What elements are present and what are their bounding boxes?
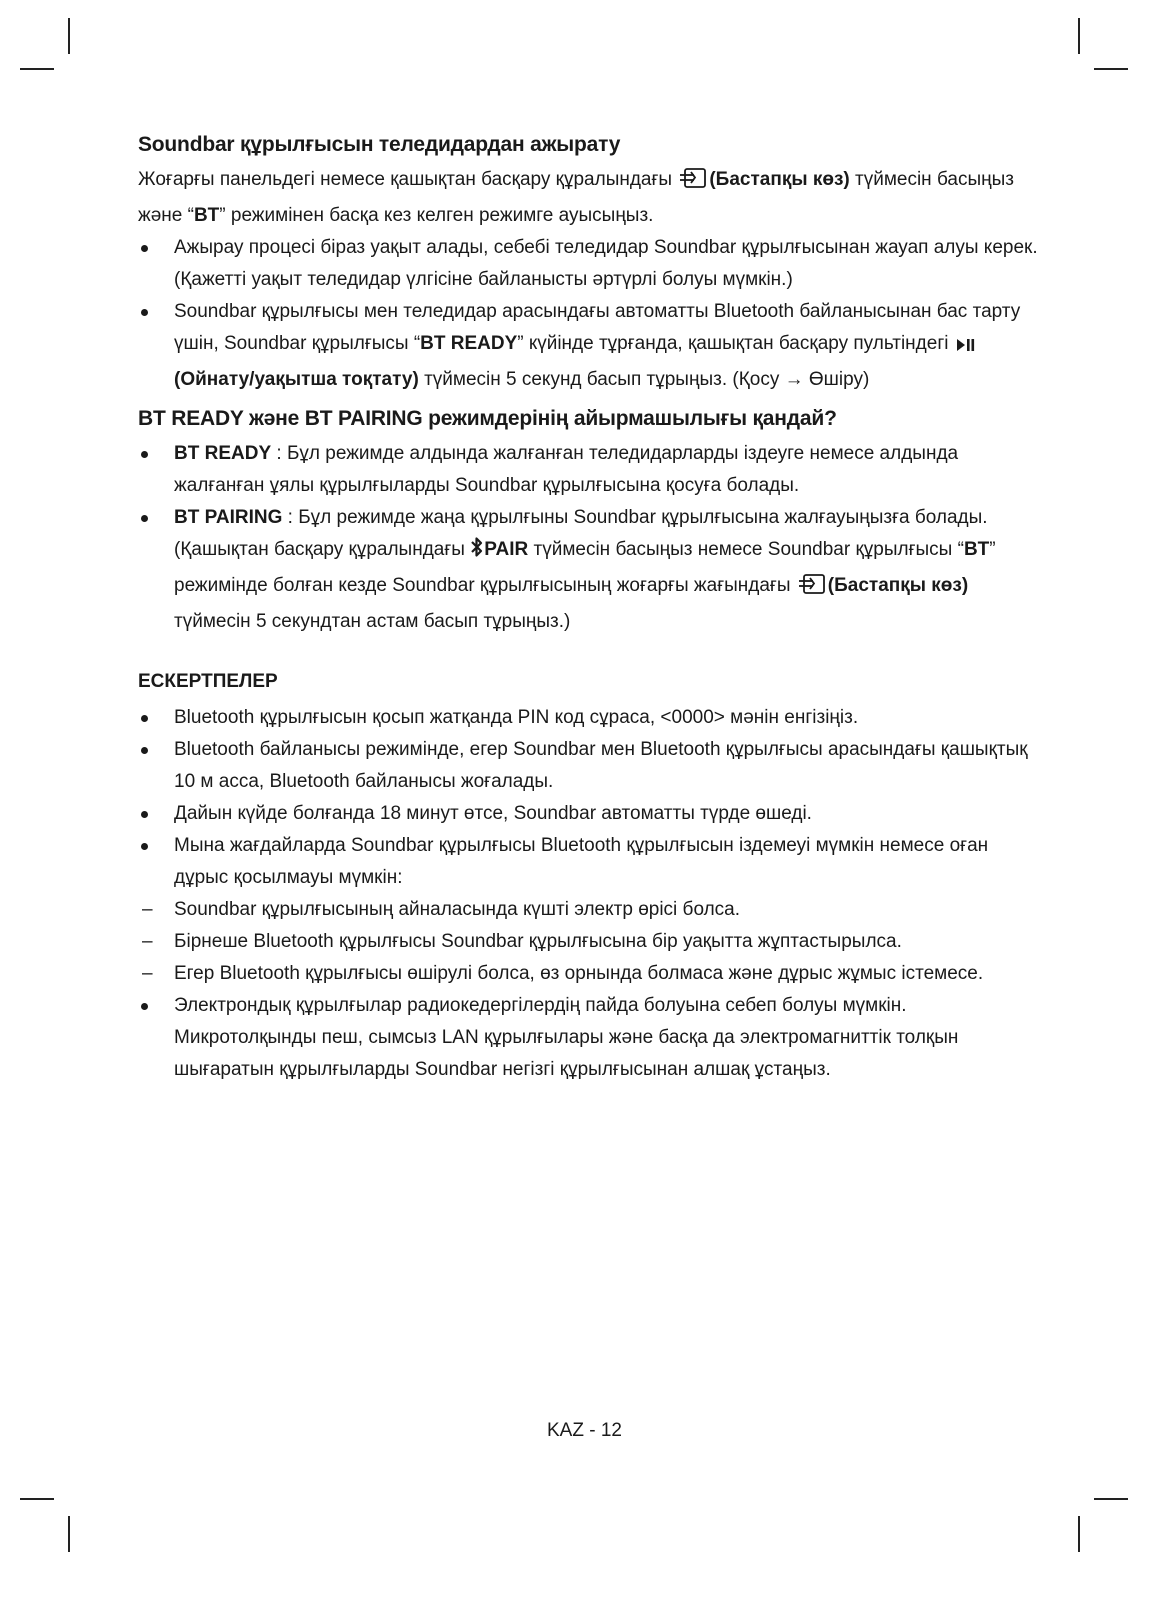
modes-bullets <box>138 438 1038 638</box>
list-item: BT READY : Бұл режимде алдында жалғанған теледидарларды іздеуге немесе алдында жалғанған ұялы құрылғыларды Soundbar құрылғысына қосуға болады. <box>138 438 1038 502</box>
list-item: Bluetooth байланысы режимінде, егер Soundbar мен Bluetooth құрылғысы арасындағы қашықтық 10 м асса, Bluetooth байланысы жоғалады. <box>138 734 1038 798</box>
crop-mark <box>20 1498 54 1500</box>
source-icon <box>798 573 826 606</box>
sub-list-item: – Soundbar құрылғысының айналасында күшті электр өрісі болса. <box>138 894 1038 926</box>
list-item: Soundbar құрылғысы мен теледидар арасындағы автоматты Bluetooth байланысынан бас тарту үшін, Soundbar құрылғысы “BT READY” күйінде тұрғанда, қашықтан басқару пультіндегі (Ойнату/уақытша тоқтату) түймесін 5 секунд басып тұрыңыз. (Қосу → Өшіру) <box>138 296 1038 396</box>
section-title-modes: BT READY және BT PAIRING режимдерінің айырмашылығы қандай? <box>138 407 837 430</box>
sub-list-item: – Бірнеше Bluetooth құрылғысы Soundbar құрылғысына бір уақытта жұптастырылса. <box>138 926 1038 958</box>
crop-mark <box>68 18 70 54</box>
play-pause-icon <box>956 332 976 364</box>
list-item: Ажырау процесі біраз уақыт алады, себебі теледидар Soundbar құрылғысынан жауап алуы керек. (Қажетті уақыт теледидар үлгісіне байланысты әртүрлі болуы мүмкін.) <box>138 232 1038 296</box>
notes-list <box>138 702 1038 1086</box>
notes-title: ЕСКЕРТПЕЛЕР <box>138 671 278 692</box>
section-title-disconnect: Soundbar құрылғысын теледидардан ажырату <box>138 133 621 156</box>
page-content <box>138 130 1038 1086</box>
crop-mark <box>68 1516 70 1552</box>
source-icon <box>679 167 707 200</box>
list-item: Мына жағдайларда Soundbar құрылғысы Bluetooth құрылғысын іздемеуі мүмкін немесе оған дұрыс қосылмауы мүмкін: – Soundbar құрылғысының айналасында күшті электр өрісі болса. – Бірнеше Bluetooth құрылғысы Soundbar құрылғысына бір уақытта жұптастырылса. – Егер Bluetooth құрылғысы өшірулі болса, өз орнында болмаса және дұрыс жұмыс істемесе. <box>138 830 1038 990</box>
list-item: Дайын күйде болғанда 18 минут өтсе, Soundbar автоматты түрде өшеді. <box>138 798 1038 830</box>
sub-list-item: – Егер Bluetooth құрылғысы өшірулі болса, өз орнында болмаса және дұрыс жұмыс істемесе. <box>138 958 1038 990</box>
bluetooth-icon <box>470 535 484 570</box>
page-number: KAZ - 12 <box>547 1420 622 1441</box>
notes-sublist <box>138 894 1038 990</box>
list-item: Электрондық құрылғылар радиокедергілердің пайда болуына себеп болуы мүмкін. Микротолқынды пеш, сымсыз LAN құрылғылары және басқа да электромагниттік толқын шығаратын құрылғыларды Soundbar негізгі құрылғысынан алшақ ұстаңыз. <box>138 990 1038 1086</box>
crop-mark <box>1094 1498 1128 1500</box>
disconnect-bullets <box>138 232 1038 396</box>
list-item: Bluetooth құрылғысын қосып жатқанда PIN код сұраса, <0000> мәнін енгізіңіз. <box>138 702 1038 734</box>
list-item: BT PAIRING : Бұл режимде жаңа құрылғыны Soundbar құрылғысына жалғауыңызға болады. (Қашықтан басқару құралындағы PAIR түймесін басыңыз немесе Soundbar құрылғысы “BT” режимінде болған кезде Soundbar құрылғысының жоғарғы жағындағы (Бастапқы көз) түймесін 5 секундтан астам басып тұрыңыз.) <box>138 502 1038 638</box>
crop-mark <box>1078 1516 1080 1552</box>
crop-mark <box>1078 18 1080 54</box>
crop-mark <box>1094 68 1128 70</box>
disconnect-intro: Жоғарғы панельдегі немесе қашықтан басқару құралындағы (Бастапқы көз) түймесін басыңыз және “BT” режимінен басқа кез келген режимге ауысыңыз. <box>138 169 1014 226</box>
crop-mark <box>20 68 54 70</box>
